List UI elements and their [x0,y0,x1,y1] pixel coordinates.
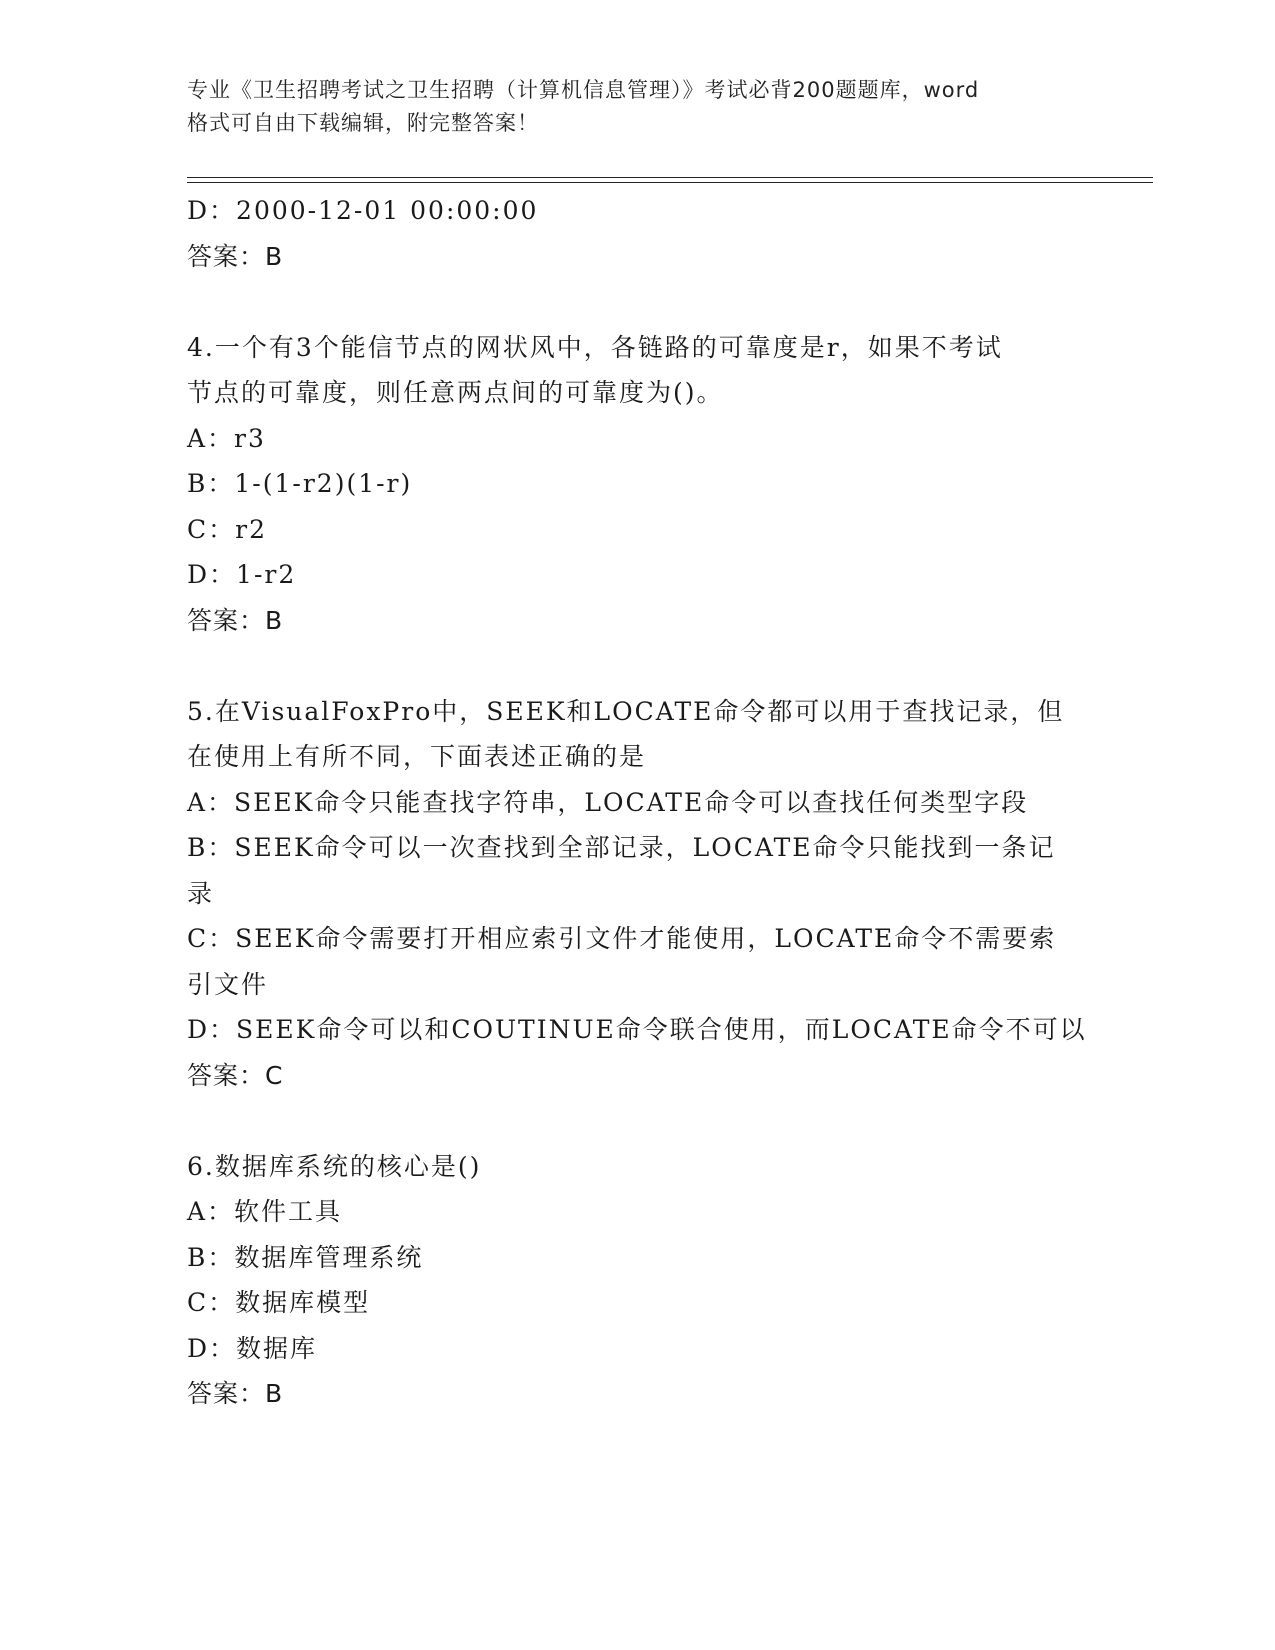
option-d: D：2000-12-01 00:00:00 [187,196,539,225]
spacer [187,279,1087,325]
question-6 [187,1144,1087,1417]
option-b-continued: 录 [187,878,215,908]
header-line-2: 格式可自由下载编辑，附完整答案！ [187,111,539,135]
question-stem-continued: 节点的可靠度，则任意两点间的可靠度为()。 [187,378,724,407]
question-4 [187,325,1087,644]
option-d: D：数据库 [187,1333,318,1363]
answer-line: 答案：B [187,605,284,635]
question-5 [187,689,1087,1099]
question-list [187,188,1087,1417]
option-a: A：软件工具 [187,1197,343,1226]
question-stem: 4.一个有3个能信节点的网状风中，各链路的可靠度是r，如果不考试 [187,332,1003,362]
option-b: B：SEEK命令可以一次查找到全部记录，LOCATE命令只能找到一条记 [187,833,1056,862]
option-c: C：SEEK命令需要打开相应索引文件才能使用，LOCATE命令不需要索 [187,924,1057,953]
spacer [187,1098,1087,1144]
header-divider-bottom [187,182,1153,183]
answer-line: 答案：B [187,1379,284,1408]
header-divider-top [187,177,1153,178]
option-a: A：r3 [187,423,266,453]
answer-line: 答案：C [187,1060,284,1090]
option-b: B：数据库管理系统 [187,1242,424,1272]
spacer [187,643,1087,689]
question-stem-continued: 在使用上有所不同，下面表述正确的是 [187,742,647,771]
option-a: A：SEEK命令只能查找字符串，LOCATE命令可以查找任何类型字段 [187,787,1029,817]
option-d: D：SEEK命令可以和COUTINUE命令联合使用，而LOCATE命令不可以 [187,1015,1087,1044]
option-c-continued: 引文件 [187,969,269,999]
question-stem: 6.数据库系统的核心是() [187,1151,482,1181]
option-c: C：r2 [187,514,267,544]
option-b: B：1-(1-r2)(1-r) [187,469,413,498]
answer-line: 答案：B [187,241,284,271]
header-line-1: 专业《卫生招聘考试之卫生招聘（计算机信息管理）》考试必背200题题库，word [187,78,980,102]
question-3-tail [187,188,1087,279]
question-stem: 5.在VisualFoxPro中，SEEK和LOCATE命令都可以用于查找记录，但 [187,696,1065,726]
option-d: D：1-r2 [187,560,297,589]
document-header [187,74,1107,140]
option-c: C：数据库模型 [187,1288,371,1317]
